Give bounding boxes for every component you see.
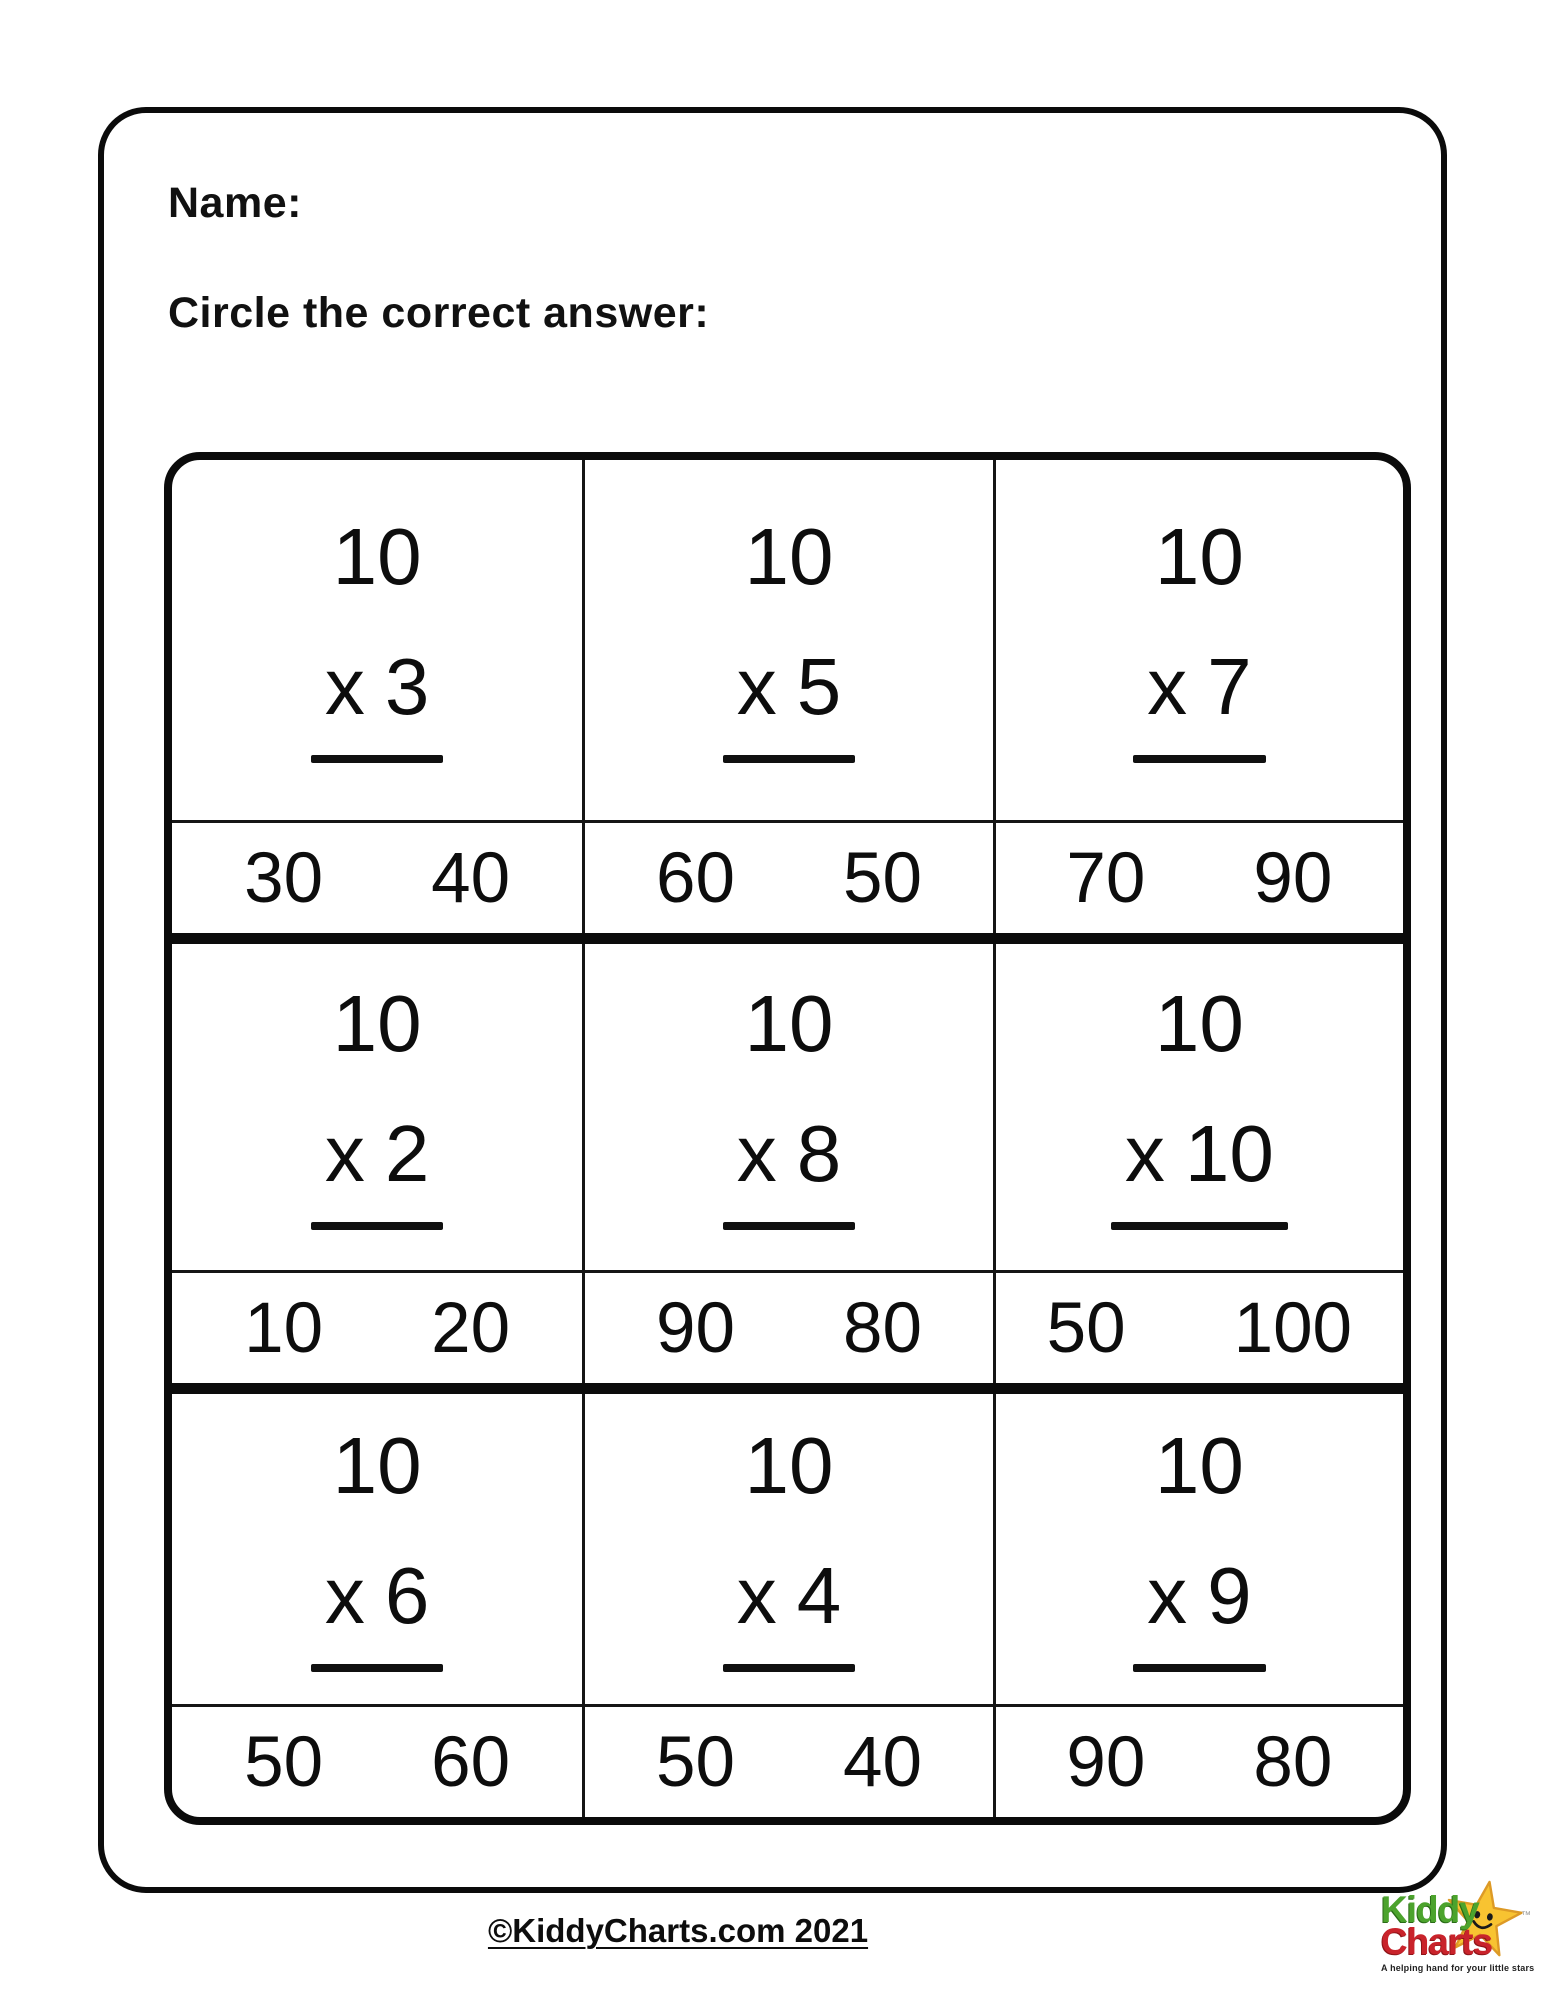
problem-cell — [172, 460, 582, 820]
multiplier: 6 — [384, 1551, 430, 1640]
multiply-row — [736, 1109, 842, 1198]
answer-option[interactable]: 70 — [1066, 838, 1146, 918]
answer-cell — [993, 820, 1403, 933]
logo-word-charts: Charts — [1381, 1921, 1493, 1962]
multiplicand: 10 — [332, 512, 422, 601]
multiply-row — [1124, 1109, 1274, 1198]
multiplier: 9 — [1207, 1551, 1252, 1640]
multiply-sign: x — [324, 642, 365, 731]
logo-word-kiddy: Kiddy — [1381, 1889, 1479, 1930]
answer-underline — [1133, 755, 1266, 763]
answer-option[interactable]: 100 — [1233, 1288, 1353, 1368]
multiply-row — [736, 1551, 842, 1640]
multiplicand: 10 — [744, 512, 834, 601]
multiply-sign: x — [1124, 1109, 1165, 1198]
worksheet-row — [172, 1394, 1403, 1817]
answer-underline — [1111, 1222, 1288, 1230]
problem-cell — [993, 460, 1403, 820]
answer-underline — [311, 1664, 444, 1672]
multiply-sign: x — [324, 1551, 365, 1640]
answer-underline — [311, 1222, 444, 1230]
answer-option[interactable]: 30 — [244, 838, 324, 918]
multiplicand: 10 — [332, 1421, 422, 1510]
problem-cell — [172, 1394, 582, 1704]
multiplier: 8 — [796, 1109, 842, 1198]
answer-cell — [172, 820, 582, 933]
answer-cell — [172, 1704, 582, 1817]
multiply-sign: x — [736, 642, 777, 731]
worksheet-grid — [164, 452, 1411, 1825]
answer-option[interactable]: 50 — [842, 838, 922, 918]
answer-cell — [582, 1270, 992, 1383]
logo-tagline: A helping hand for your little stars — [1381, 1963, 1535, 1973]
multiplicand: 10 — [1154, 1421, 1244, 1510]
answer-option[interactable]: 10 — [244, 1288, 324, 1368]
problem-cell — [172, 944, 582, 1270]
multiplicand: 10 — [744, 1421, 834, 1510]
multiply-sign: x — [1147, 642, 1188, 731]
kiddycharts-logo — [1381, 1889, 1535, 1973]
trademark-mark: ™ — [1521, 1910, 1531, 1921]
multiplication-stack — [1124, 979, 1274, 1230]
answer-cell — [582, 820, 992, 933]
multiply-row — [1147, 1551, 1252, 1640]
problem-cell — [993, 1394, 1403, 1704]
multiply-sign: x — [324, 1109, 365, 1198]
answer-option[interactable]: 50 — [1046, 1288, 1126, 1368]
multiplier: 5 — [796, 642, 842, 731]
multiplier: 7 — [1207, 642, 1252, 731]
answer-option[interactable]: 40 — [431, 838, 511, 918]
answer-cell — [172, 1270, 582, 1383]
multiply-sign: x — [1147, 1551, 1188, 1640]
multiplication-stack — [736, 1421, 842, 1672]
multiplication-stack — [736, 512, 842, 763]
answer-option[interactable]: 90 — [1066, 1722, 1146, 1802]
answer-cell — [582, 1704, 992, 1817]
problem-cell — [993, 944, 1403, 1270]
worksheet-row — [172, 944, 1403, 1394]
answer-option[interactable]: 90 — [656, 1288, 735, 1368]
problem-cell — [582, 1394, 992, 1704]
multiplicand: 10 — [1154, 512, 1244, 601]
multiplicand: 10 — [744, 979, 834, 1068]
worksheet-row — [172, 460, 1403, 944]
name-label: Name: — [168, 179, 302, 227]
answer-option[interactable]: 80 — [842, 1288, 922, 1368]
multiplication-stack — [736, 979, 842, 1230]
problem-cell — [582, 460, 992, 820]
multiply-row — [324, 1109, 430, 1198]
answer-option[interactable]: 60 — [431, 1722, 511, 1802]
multiplicand: 10 — [332, 979, 422, 1068]
copyright-link[interactable]: ©KiddyCharts.com 2021 — [487, 1912, 869, 1949]
multiplication-stack — [1147, 1421, 1252, 1672]
multiply-row — [736, 642, 842, 731]
answer-option[interactable]: 90 — [1253, 838, 1333, 918]
multiply-row — [1147, 642, 1252, 731]
multiply-row — [324, 1551, 430, 1640]
answer-option[interactable]: 80 — [1253, 1722, 1333, 1802]
multiplicand: 10 — [1154, 979, 1244, 1068]
multiplier: 2 — [384, 1109, 430, 1198]
answer-option[interactable]: 20 — [431, 1288, 511, 1368]
multiplication-stack — [324, 1421, 430, 1672]
answer-cell — [993, 1270, 1403, 1383]
answer-underline — [723, 1664, 856, 1672]
multiplier: 10 — [1184, 1109, 1274, 1198]
problem-cell — [582, 944, 992, 1270]
multiplier: 4 — [796, 1551, 842, 1640]
multiplication-stack — [324, 979, 430, 1230]
answer-option[interactable]: 40 — [842, 1722, 922, 1802]
answer-underline — [311, 755, 444, 763]
multiplier: 3 — [384, 642, 430, 731]
multiply-sign: x — [736, 1551, 777, 1640]
answer-cell — [993, 1704, 1403, 1817]
multiplication-stack — [324, 512, 430, 763]
answer-option[interactable]: 50 — [244, 1722, 324, 1802]
multiply-row — [324, 642, 430, 731]
instruction-text: Circle the correct answer: — [168, 289, 710, 337]
multiplication-stack — [1147, 512, 1252, 763]
answer-underline — [723, 755, 856, 763]
answer-option[interactable]: 50 — [656, 1722, 735, 1802]
multiply-sign: x — [736, 1109, 777, 1198]
answer-underline — [723, 1222, 856, 1230]
answer-option[interactable]: 60 — [656, 838, 735, 918]
answer-underline — [1133, 1664, 1266, 1672]
